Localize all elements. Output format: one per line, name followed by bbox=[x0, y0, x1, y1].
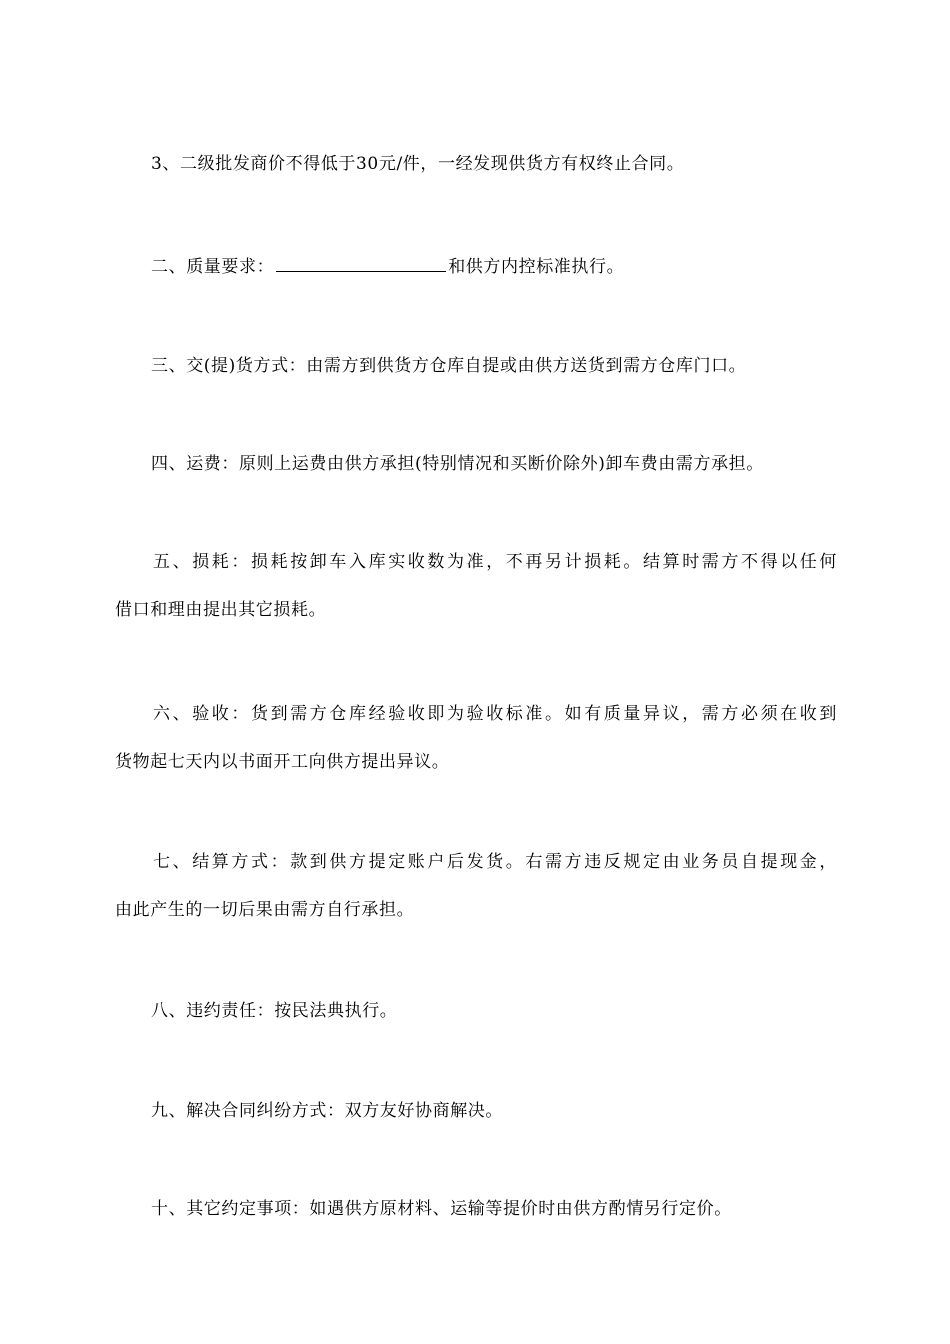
clause-liability: 八、违约责任：按民法典执行。 bbox=[151, 1001, 398, 1021]
clause-dispute-resolution: 九、解决合同纠纷方式：双方友好协商解决。 bbox=[151, 1101, 503, 1121]
clause-3-wholesale-price: 3、二级批发商价不得低于30元/件，一经发现供货方有权终止合同。 bbox=[151, 154, 685, 174]
clause-freight: 四、运费：原则上运费由供方承担(特别情况和买断价除外)卸车费由需方承担。 bbox=[151, 454, 764, 474]
clause-settlement: 七、结算方式：款到供方提定账户后发货。右需方违反规定由业务员自提现金， 由此产生的一切后果由需方自行承担。 bbox=[115, 852, 837, 920]
clause-loss: 五、损耗：损耗按卸车入库实收数为准，不再另计损耗。结算时需方不得以任何 借口和理由提出其它损耗。 bbox=[115, 552, 837, 620]
quality-blank-line bbox=[276, 270, 446, 272]
clause-delivery-method: 三、交(提)货方式：由需方到供货方仓库自提或由供方送货到需方仓库门口。 bbox=[151, 356, 747, 376]
clause-acceptance: 六、验收：货到需方仓库经验收即为验收标准。如有质量异议，需方必须在收到 货物起七天内以书面开工向供方提出异议。 bbox=[115, 704, 837, 772]
clause-quality-requirement bbox=[115, 243, 837, 291]
clause-other-matters: 十、其它约定事项：如遇供方原材料、运输等提价时由供方酌情另行定价。 bbox=[151, 1199, 732, 1219]
quality-text: 和供方内控标准执行。 bbox=[448, 257, 625, 277]
quality-label: 二、质量要求： bbox=[151, 257, 275, 277]
